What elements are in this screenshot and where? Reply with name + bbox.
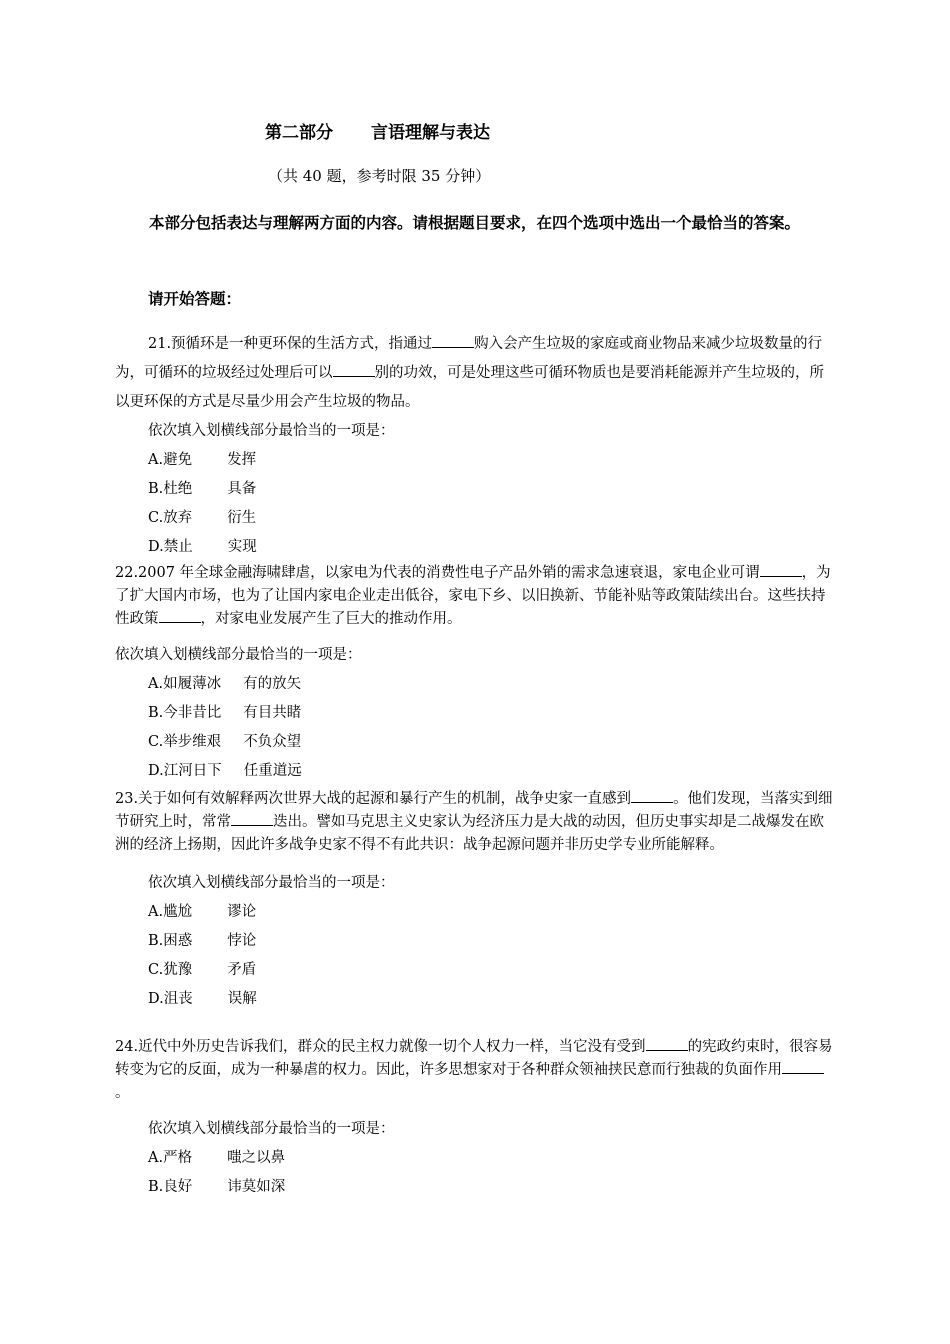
option-d[interactable]: D.禁止 实现 [148,539,257,555]
question-stem: 22.2007 年全球金融海啸肆虐，以家电为代表的消费性电子产品外销的需求急速衰退，家电企业可谓 ，为了扩大国内市场，也为了让国内家电企业走出低谷，家电下乡、以旧换新、节能补贴等政策陆续出台。这些扶持性政策 ，对家电业发展产生了巨大的推动作用。 [115,562,835,631]
option-b[interactable]: B.困惑 悖论 [148,933,257,949]
option-d[interactable]: D.沮丧 误解 [148,991,257,1007]
start-label: 请开始答题： [148,290,242,308]
option-a[interactable]: A.避免 发挥 [148,452,257,468]
part-label: 第二部分 [265,123,333,143]
option-b[interactable]: B.今非昔比 有目共睹 [148,705,302,721]
answer-blank [760,562,802,577]
section-name: 言语理解与表达 [371,123,490,143]
question-stem: 24.近代中外历史告诉我们，群众的民主权力就像一切个人权力一样，当它没有受到 的宪政约束时，很容易转变为它的反面，成为一种暴虐的权力。因此，许多思想家对于各种群众领袖挟民意而行独裁的负面作用。 [115,1036,835,1105]
option-c[interactable]: C.放弃 衍生 [148,510,257,526]
answer-blank [631,788,673,803]
option-b[interactable]: B.良好 讳莫如深 [148,1179,286,1195]
option-a[interactable]: A.严格 嗤之以鼻 [148,1150,286,1166]
question-prompt: 依次填入划横线部分最恰当的一项是： [148,423,395,439]
question-prompt: 依次填入划横线部分最恰当的一项是： [148,875,395,891]
option-list [115,1144,835,1202]
question-prompt: 依次填入划横线部分最恰当的一项是： [115,647,362,663]
question-prompt: 依次填入划横线部分最恰当的一项是： [148,1121,395,1137]
option-d[interactable]: D.江河日下 任重道远 [148,763,302,779]
option-c[interactable]: C.犹豫 矛盾 [148,962,257,978]
answer-blank [231,811,273,826]
question-22 [115,562,835,786]
question-24 [115,1036,835,1202]
option-a[interactable]: A.如履薄冰 有的放矢 [148,676,302,692]
section-intro: 本部分包括表达与理解两方面的内容。请根据题目要求，在四个选项中选出一个最恰当的答案。 [149,214,801,232]
answer-blank [333,362,375,377]
answer-blank [782,1059,824,1074]
question-stem: 23.关于如何有效解释两次世界大战的起源和暴行产生的机制，战争史家一直感到 。他们发现，当落实到细节研究上时，常常 迭出。譬如马克思主义史家认为经济压力是大战的动因，但历史事实却是二战爆发在欧洲的经济上扬期，因此许多战争史家不得不有此共识：战争起源问题并非历史学专业所能解释。 [115,788,835,857]
question-23 [115,788,835,1014]
section-subtitle: （共 40 题，参考时限 35 分钟） [268,167,491,185]
answer-blank [159,608,201,623]
question-stem: 21.预循环是一种更环保的生活方式，指通过 购入会产生垃圾的家庭或商业物品来减少垃圾数量的行为，可循环的垃圾经过处理后可以 别的功效，可是处理这些可循环物质也是要消耗能源并产生垃圾的，所以更环保的方式是尽量少用会产生垃圾的物品。 [115,330,835,417]
answer-blank [646,1036,688,1051]
section-title [265,118,490,143]
option-b[interactable]: B.杜绝 具备 [148,481,257,497]
answer-blank [432,333,474,348]
option-list [115,670,835,786]
question-21 [115,330,835,562]
option-c[interactable]: C.举步维艰 不负众望 [148,734,302,750]
option-list [115,446,835,562]
option-list [115,898,835,1014]
option-a[interactable]: A.尴尬 谬论 [148,904,257,920]
